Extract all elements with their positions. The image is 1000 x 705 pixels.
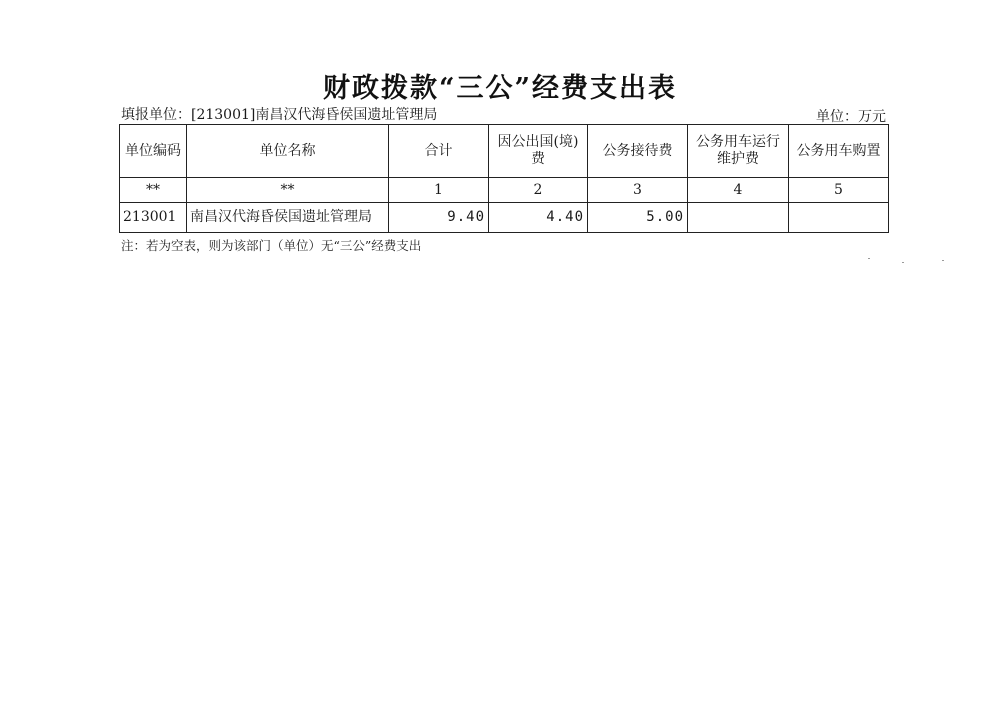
index-cell: 3 (588, 178, 688, 203)
scan-speck (902, 262, 904, 263)
header-vehicle-maintenance-line-1: 公务用车运行 (696, 134, 780, 150)
unit-of-measure: 单位：万元 (816, 109, 886, 125)
scan-speck (942, 260, 944, 261)
cell-unit-name: 南昌汉代海昏侯国遗址管理局 (187, 203, 389, 233)
table-row (120, 203, 889, 233)
index-cell: 4 (688, 178, 789, 203)
header-unit-code: 单位编码 (120, 125, 187, 178)
index-cell: ** (120, 178, 187, 203)
header-vehicle-maintenance-line-2: 维护费 (717, 151, 759, 167)
index-cell: ** (187, 178, 389, 203)
index-cell: 1 (389, 178, 489, 203)
header-overseas (489, 125, 588, 178)
header-reception: 公务接待费 (588, 125, 688, 178)
page-title: 财政拨款“三公”经费支出表 (322, 73, 678, 104)
footnote: 注：若为空表，则为该部门（单位）无“三公”经费支出 (121, 238, 422, 253)
header-unit-name: 单位名称 (187, 125, 389, 178)
cell-vehicle-maintenance (688, 203, 789, 233)
cell-total: 9.40 (389, 203, 489, 233)
cell-vehicle-purchase (789, 203, 889, 233)
cell-unit-code: 213001 (120, 203, 187, 233)
index-cell: 2 (489, 178, 588, 203)
reporting-unit: 填报单位：[213001]南昌汉代海昏侯国遗址管理局 (121, 107, 438, 123)
cell-overseas: 4.40 (489, 203, 588, 233)
header-total: 合计 (389, 125, 489, 178)
header-vehicle-maintenance (688, 125, 789, 178)
scan-speck (868, 258, 870, 259)
index-cell: 5 (789, 178, 889, 203)
expenditure-table (119, 124, 889, 233)
header-overseas-line-1: 因公出国(境) (497, 134, 579, 150)
table-header-row (120, 125, 889, 178)
table-index-row (120, 178, 889, 203)
header-vehicle-purchase: 公务用车购置 (789, 125, 889, 178)
cell-reception: 5.00 (588, 203, 688, 233)
header-overseas-line-2: 费 (531, 151, 545, 167)
